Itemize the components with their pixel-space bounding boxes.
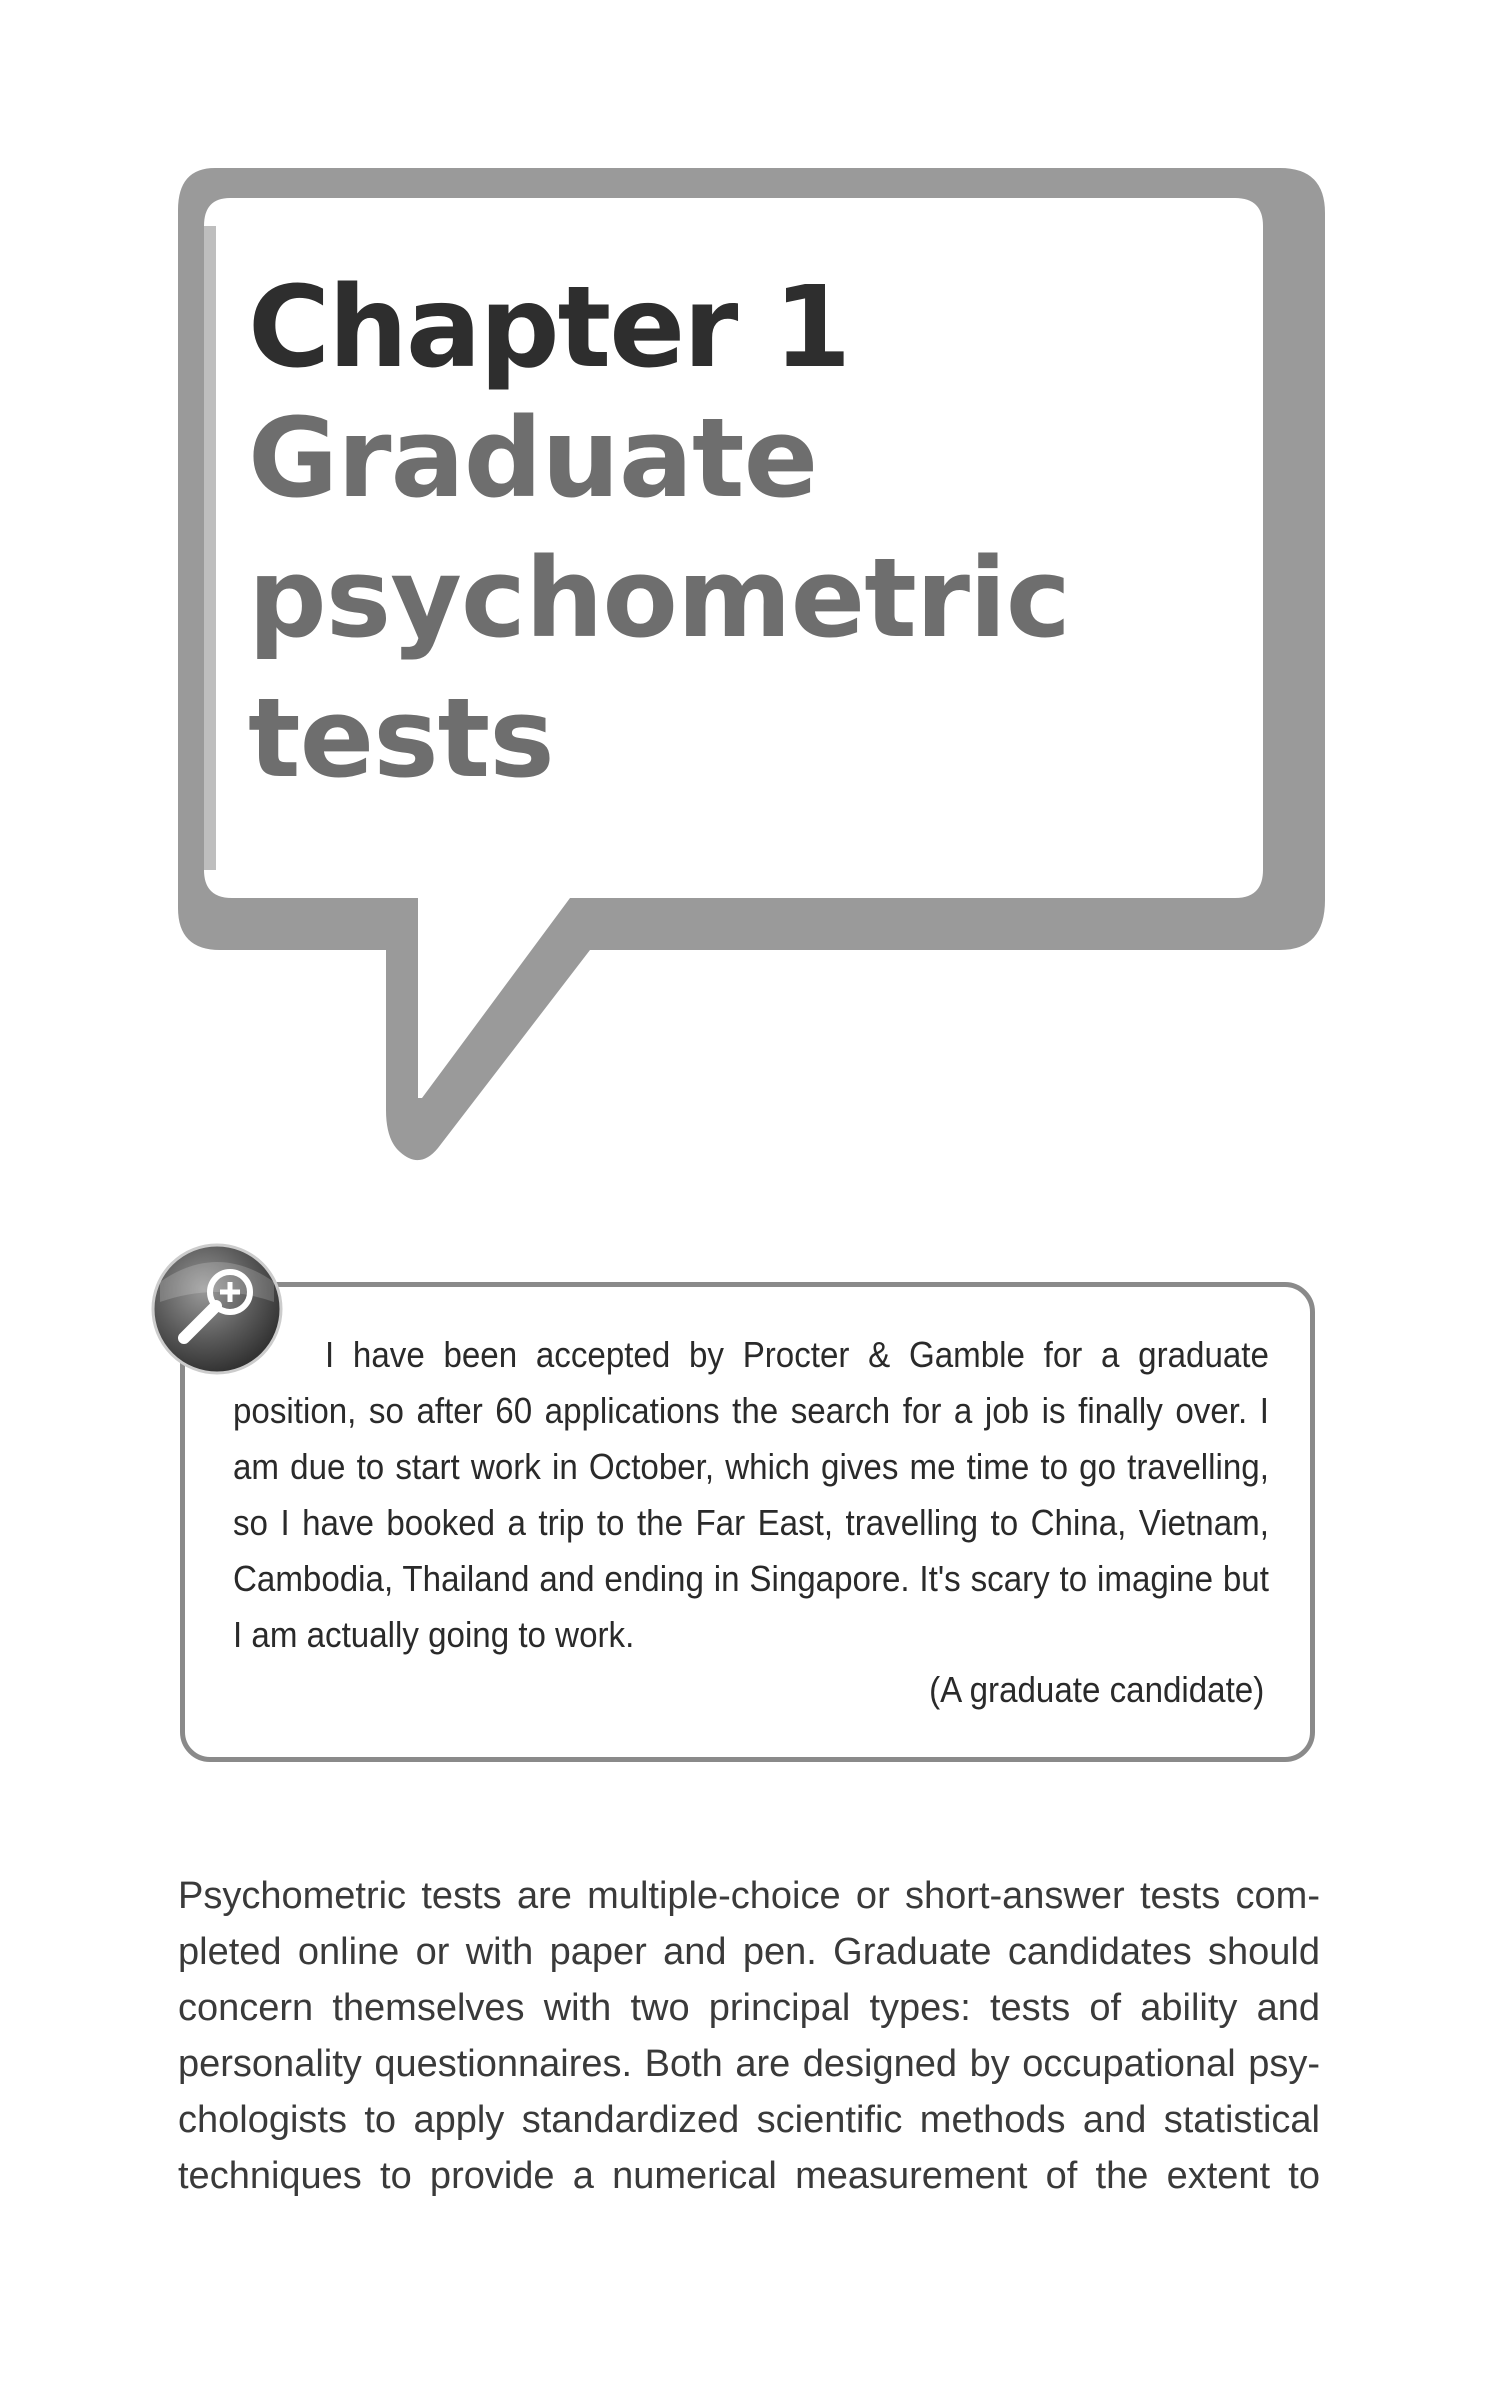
chapter-label: Chapter 1	[248, 263, 850, 393]
body-line: Psychometric tests are multiple-choice or short-answer tests com-	[178, 1875, 1320, 1917]
body-line: personality questionnaires. Both are designed by occupational psy-	[178, 2043, 1320, 2085]
body-line: concern themselves with two principal types: tests of ability and	[178, 1987, 1320, 2029]
quote-text: I have been accepted by Procter & Gamble for a graduate position, so after 60 applications the search for a job is finally over. I am due to start work in October, which gives me time to go travelling, so I have booked a trip to the Far East, travelling to China, Vietnam, Cambodia, Thailand and ending in Singapore. It's scary to imagine but I am actually going to work.	[233, 1334, 1269, 1655]
body-line: pleted online or with paper and pen. Graduate candidates should	[178, 1931, 1320, 1973]
body-paragraph	[178, 1868, 1320, 2204]
body-line: chologists to apply standardized scientific methods and statistical	[178, 2099, 1320, 2141]
chapter-title-line: psychometric	[248, 534, 1070, 662]
chapter-title	[248, 388, 1248, 808]
body-line: techniques to provide a numerical measurement of the extent to	[178, 2155, 1320, 2197]
speech-bubble-shadow	[204, 226, 216, 870]
quote-source: (A graduate candidate)	[928, 1669, 1264, 1710]
chapter-title-line: Graduate	[248, 394, 818, 522]
chapter-title-line: tests	[248, 674, 554, 802]
chapter-heading	[248, 263, 1248, 808]
